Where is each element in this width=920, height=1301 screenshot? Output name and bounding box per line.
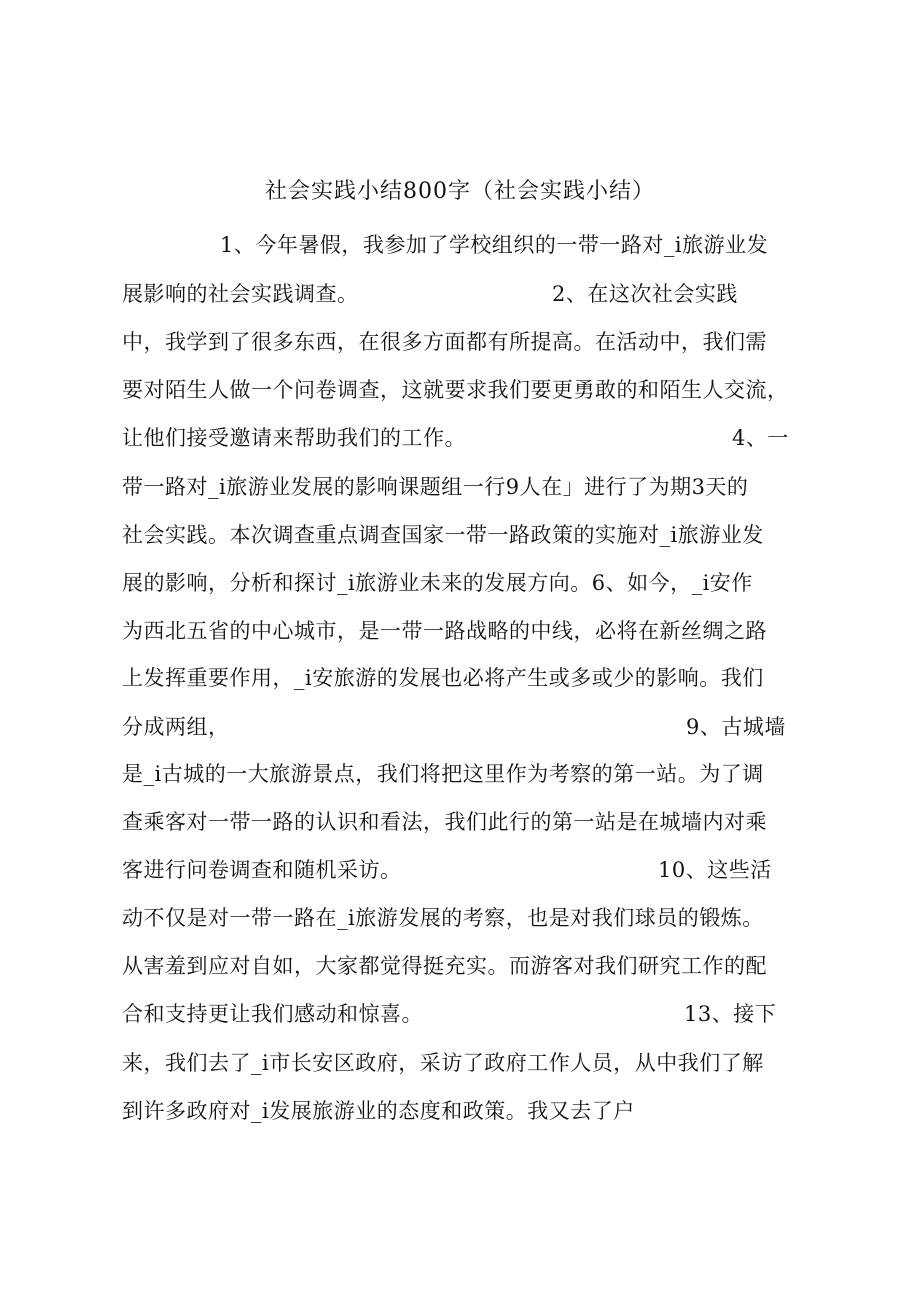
paragraph-line: 展影响的社会实践调查。 (122, 282, 359, 306)
paragraph-line: 合和支持更让我们感动和惊喜。 (122, 1002, 423, 1026)
paragraph-line: 从害羞到应对自如，大家都觉得挺充实。而游客对我们研究工作的配 (122, 954, 767, 978)
paragraph-line: 来，我们去了_i市长安区政府，采访了政府工作人员，从中我们了解 (122, 1051, 764, 1075)
paragraph-line: 9、古城墙 (686, 715, 786, 739)
paragraph-line: 分成两组， (122, 715, 230, 739)
document-title: 社会实践小结800字（社会实践小结） (265, 179, 655, 204)
paragraph-line: 1、今年暑假，我参加了学校组织的一带一路对_i旅游业发 (220, 233, 769, 257)
paragraph-line: 带一路对_i旅游业发展的影响课题组一行9人在」进行了为期3天的 (122, 475, 749, 499)
paragraph-line: 到许多政府对_i发展旅游业的态度和政策。我又去了户 (122, 1099, 635, 1123)
paragraph-line: 2、在这次社会实践 (552, 282, 738, 306)
paragraph-line: 4、一 (732, 426, 789, 450)
paragraph-line: 让他们接受邀请来帮助我们的工作。 (122, 426, 466, 450)
paragraph-line: 为西北五省的中心城市，是一带一路战略的中线，必将在新丝绸之路 (122, 619, 767, 643)
paragraph-line: 社会实践。本次调查重点调查国家一带一路政策的实施对_i旅游业发 (122, 523, 764, 547)
paragraph-line: 10、这些活 (658, 858, 772, 882)
paragraph-line: 是_i古城的一大旅游景点，我们将把这里作为考察的第一站。为了调 (122, 762, 764, 786)
paragraph-line: 动不仅是对一带一路在_i旅游发展的考察，也是对我们球员的锻炼。 (122, 906, 764, 930)
paragraph-line: 要对陌生人做一个问卷调查，这就要求我们要更勇敢的和陌生人交流， (122, 378, 789, 402)
paragraph-line: 客进行问卷调查和随机采访。 (122, 858, 402, 882)
paragraph-line: 13、接下 (684, 1002, 777, 1026)
paragraph-line: 查乘客对一带一路的认识和看法，我们此行的第一站是在城墙内对乘 (122, 810, 767, 834)
paragraph-line: 中，我学到了很多东西，在很多方面都有所提高。在活动中，我们需 (122, 330, 767, 354)
paragraph-line: 展的影响，分析和探讨_i旅游业未来的发展方向。6、如今，_i安作 (122, 571, 753, 595)
paragraph-line: 上发挥重要作用，_i安旅游的发展也必将产生或多或少的影响。我们 (122, 666, 764, 690)
